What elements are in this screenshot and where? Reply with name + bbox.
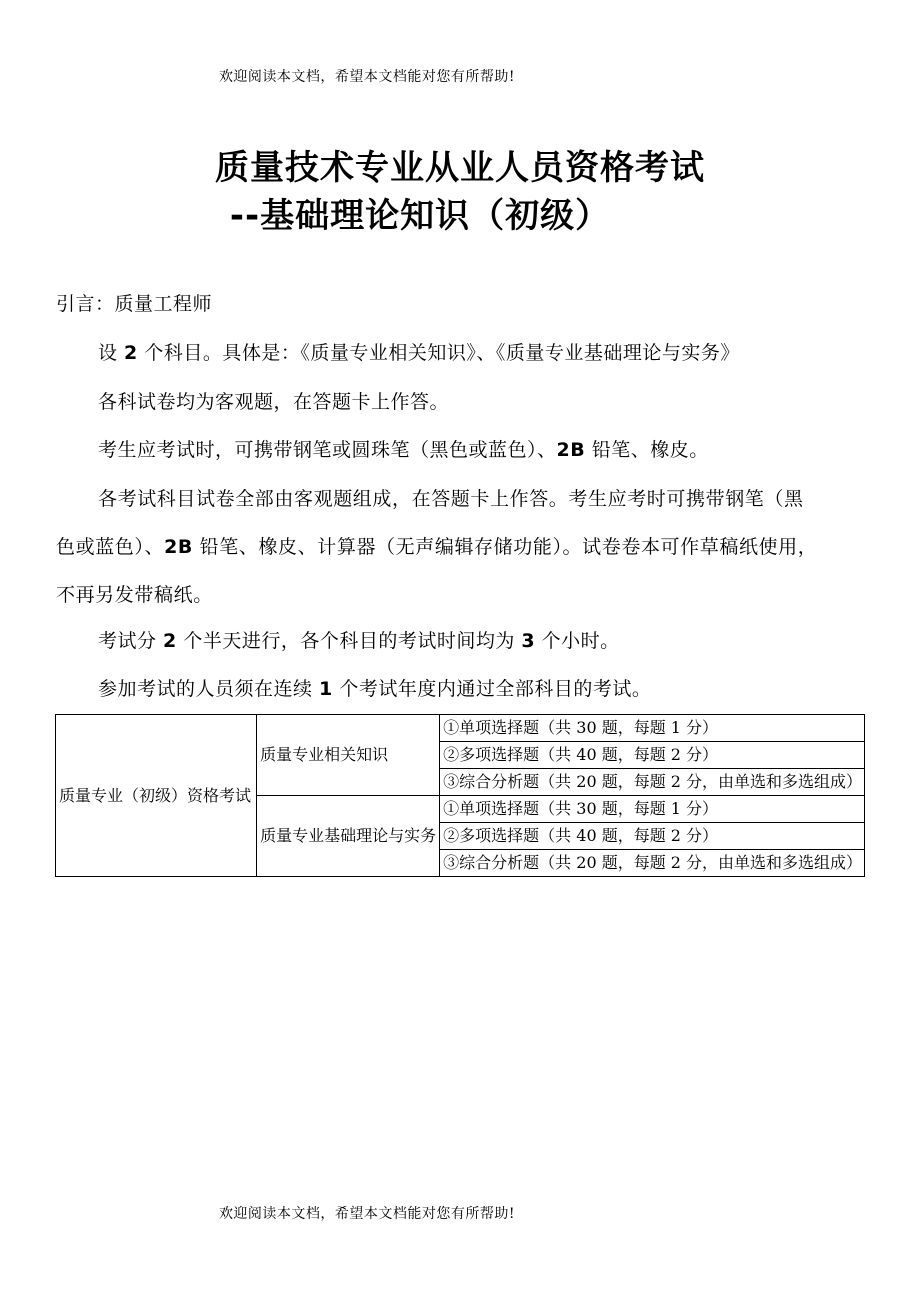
composition-line-2 bbox=[56, 523, 868, 571]
subjects-count: 2 bbox=[124, 342, 138, 364]
question-type-cell: ③综合分析题（共 20 题，每题 2 分，由单选和多选组成） bbox=[440, 850, 865, 877]
question-type-cell: ①单项选择题（共 30 题，每题 1 分） bbox=[440, 796, 865, 823]
exam-structure-table bbox=[55, 714, 865, 877]
footer-note: 欢迎阅读本文档，希望本文档能对您有所帮助! bbox=[218, 1206, 516, 1222]
pass-rule-text-a: 参加考试的人员须在连续 bbox=[98, 678, 320, 700]
objective-paragraph: 各科试卷均为客观题，在答题卡上作答。 bbox=[98, 391, 450, 413]
pass-rule-years: 1 bbox=[319, 678, 333, 700]
schedule-text-a: 考试分 bbox=[98, 630, 164, 652]
composition-line-3: 不再另发带稿纸。 bbox=[56, 584, 213, 606]
header-note: 欢迎阅读本文档，希望本文档能对您有所帮助! bbox=[218, 69, 516, 85]
question-type-cell: ②多项选择题（共 40 题，每题 2 分） bbox=[440, 823, 865, 850]
question-type-cell: ②多项选择题（共 40 题，每题 2 分） bbox=[440, 742, 865, 769]
subjects-suffix: 个科目。具体是：《质量专业相关知识》、《质量专业基础理论与实务》 bbox=[137, 342, 740, 364]
tools-text-a: 考生应考试时，可携带钢笔或圆珠笔（黑色或蓝色）、 bbox=[98, 439, 557, 461]
tools-pencil: 2B bbox=[556, 439, 586, 461]
table-row bbox=[56, 715, 865, 742]
schedule-hours: 3 bbox=[521, 630, 536, 652]
document-subtitle: --基础理论知识（初级） bbox=[229, 196, 611, 236]
tools-text-b: 铅笔、橡皮。 bbox=[585, 439, 709, 461]
pass-rule-text-b: 个考试年度内通过全部科目的考试。 bbox=[332, 678, 652, 700]
schedule-text-c: 个小时。 bbox=[535, 630, 620, 652]
exam-name-cell: 质量专业（初级）资格考试 bbox=[56, 715, 257, 877]
subject-name-cell: 质量专业相关知识 bbox=[257, 715, 440, 796]
schedule-paragraph bbox=[98, 617, 868, 665]
question-type-cell: ①单项选择题（共 30 题，每题 1 分） bbox=[440, 715, 865, 742]
subjects-prefix: 设 bbox=[98, 342, 125, 364]
composition-paragraph bbox=[56, 475, 868, 619]
question-type-cell: ③综合分析题（共 20 题，每题 2 分，由单选和多选组成） bbox=[440, 769, 865, 796]
tools-paragraph bbox=[98, 426, 868, 474]
composition-line-2-a: 色或蓝色）、 bbox=[56, 536, 165, 558]
subject-name-cell: 质量专业基础理论与实务 bbox=[257, 796, 440, 877]
schedule-halfdays: 2 bbox=[163, 630, 177, 652]
intro-paragraph: 引言：质量工程师 bbox=[56, 293, 213, 315]
document-title: 质量技术专业从业人员资格考试 bbox=[215, 148, 705, 188]
pass-rule-paragraph bbox=[98, 665, 868, 713]
composition-pencil: 2B bbox=[164, 536, 194, 558]
composition-line-2-b: 铅笔、橡皮、计算器（无声编辑存储功能）。试卷卷本可作草稿纸使用， bbox=[193, 536, 818, 558]
subjects-paragraph bbox=[98, 329, 868, 377]
schedule-text-b: 个半天进行，各个科目的考试时间均为 bbox=[176, 630, 522, 652]
composition-line-1: 各考试科目试卷全部由客观题组成，在答题卡上作答。考生应考时可携带钢笔（黑 bbox=[98, 488, 804, 510]
